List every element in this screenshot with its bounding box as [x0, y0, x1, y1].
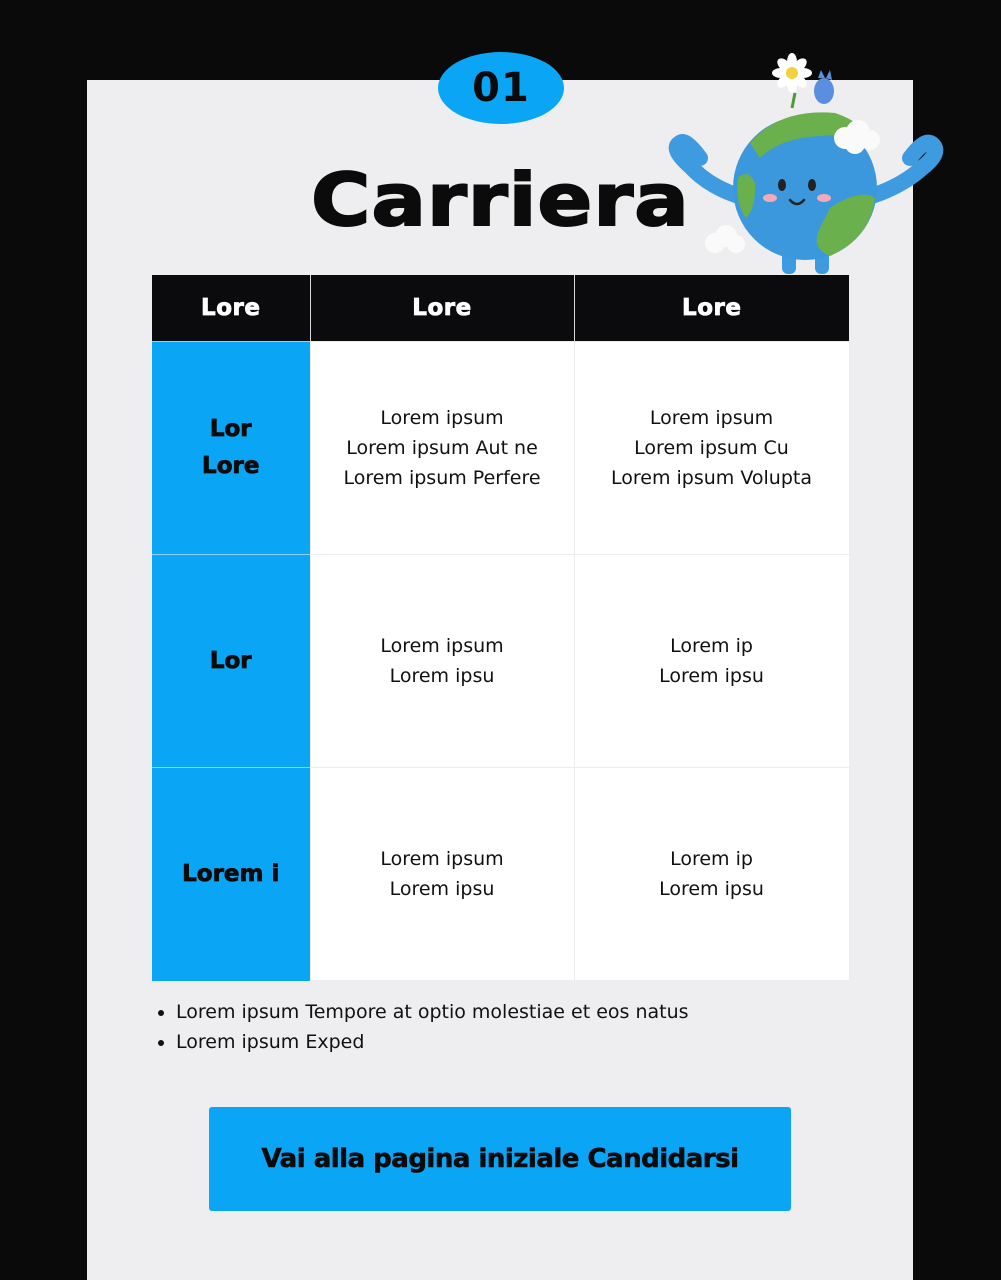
- cell-line: Lorem ipsu: [659, 665, 764, 687]
- table-row: [152, 768, 849, 981]
- cell-line: Lorem ipsu: [389, 878, 495, 900]
- column-header: Lore: [310, 275, 574, 342]
- cell-line: Lorem ipsum: [380, 635, 504, 657]
- cell-line: Lorem ipsum Perfere: [343, 467, 541, 489]
- cell-line: Lorem ipsum Volupta: [611, 467, 812, 489]
- table-cell: [310, 768, 574, 981]
- table-cell: [574, 768, 849, 981]
- row-label: [152, 768, 310, 981]
- table-cell: [310, 342, 574, 555]
- cell-line: Lorem ipsum: [380, 407, 504, 429]
- section-number-badge: [438, 52, 564, 124]
- go-to-careers-home-button[interactable]: Vai alla pagina iniziale Candidarsi: [209, 1107, 791, 1211]
- row-label-line: Lorem i: [182, 860, 280, 887]
- table-cell: [574, 555, 849, 768]
- table-row: [152, 555, 849, 768]
- list-item: • Lorem ipsum Exped: [176, 1027, 689, 1057]
- cell-line: Lorem ipsu: [659, 878, 764, 900]
- career-table: [152, 275, 850, 981]
- cell-line: Lorem ipsu: [389, 665, 495, 687]
- section-number: 01: [472, 65, 530, 111]
- row-label-line: Lore: [202, 453, 260, 479]
- row-label: [152, 342, 310, 555]
- cell-line: Lorem ipsum Cu: [634, 437, 789, 459]
- column-header: Lore: [152, 275, 310, 342]
- cell-line: Lorem ip: [670, 848, 753, 870]
- row-label: [152, 555, 310, 768]
- table-cell: [310, 555, 574, 768]
- row-label-line: Lor: [209, 416, 252, 442]
- table-cell: [574, 342, 849, 555]
- column-header: Lore: [574, 275, 849, 342]
- earth-mascot-icon: [660, 48, 950, 278]
- cell-line: Lorem ipsum Aut ne: [346, 437, 538, 459]
- list-item: • Lorem ipsum Tempore at optio molestiae et eos natus: [176, 997, 689, 1027]
- table-header-row: [152, 275, 849, 342]
- notes-list: [152, 997, 689, 1057]
- cell-line: Lorem ipsum: [649, 407, 774, 429]
- page-title: Carriera: [311, 158, 690, 242]
- row-label-line: Lor: [209, 647, 252, 674]
- cell-line: Lorem ip: [670, 635, 753, 657]
- cell-line: Lorem ipsum: [380, 848, 504, 870]
- table-row: [152, 342, 849, 555]
